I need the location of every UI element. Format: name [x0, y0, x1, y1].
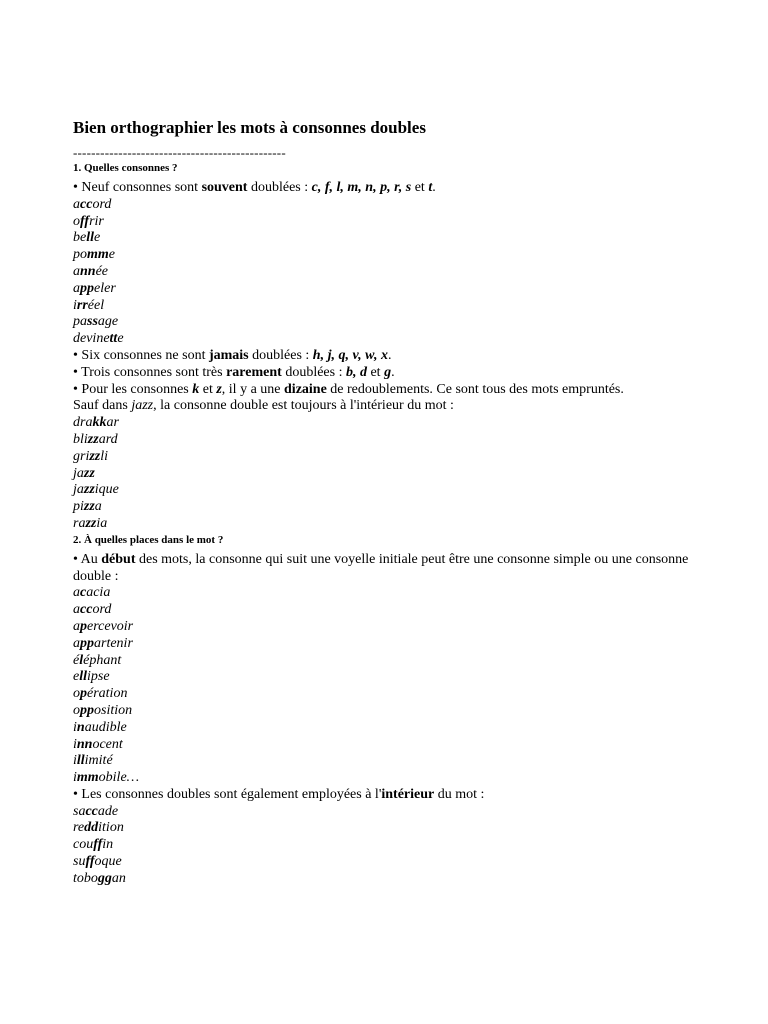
word-example: toboggan: [73, 870, 126, 886]
document-title: Bien orthographier les mots à consonnes doubles: [73, 118, 426, 137]
word-example: éléphant: [73, 652, 122, 668]
section-2-heading: 2. À quelles places dans le mot ?: [73, 533, 224, 546]
word-example: jazz: [73, 465, 95, 481]
word-example: drakkar: [73, 415, 119, 431]
word-example: jazzique: [73, 482, 119, 498]
word-example: pizza: [73, 499, 102, 515]
s2-paragraph-2: • Les consonnes doubles sont également employées à l'intérieur du mot :: [73, 786, 485, 802]
word-example: saccade: [73, 803, 119, 819]
s2-word-list-b: [73, 804, 713, 888]
word-example: opposition: [73, 702, 133, 718]
s2-word-list-a: [73, 585, 713, 787]
word-example: année: [73, 263, 109, 279]
word-example: razzia: [73, 515, 108, 531]
word-example: innocent: [73, 736, 123, 752]
s1-paragraph-5: Sauf dans jazz, la consonne double est toujours à l'intérieur du mot :: [73, 398, 454, 414]
word-example: belle: [73, 230, 101, 246]
document-body: [73, 117, 713, 888]
s1-word-list-b: [73, 415, 713, 533]
s1-paragraph-2: • Six consonnes ne sont jamais doublées : h, j, q, v, w, x.: [73, 347, 392, 363]
separator-line: -----------------------------------------------: [73, 145, 286, 160]
section-1-heading: 1. Quelles consonnes ?: [73, 162, 178, 174]
word-example: devinette: [73, 331, 124, 347]
word-example: reddition: [73, 820, 124, 836]
word-example: inaudible: [73, 719, 127, 735]
word-example: ellipse: [73, 669, 110, 685]
word-example: appeler: [73, 280, 116, 296]
s1-paragraph-3: • Trois consonnes sont très rarement doublées : b, d et g.: [73, 364, 395, 380]
word-example: couffin: [73, 837, 114, 853]
word-example: grizzli: [73, 448, 109, 464]
word-example: immobile…: [73, 770, 140, 786]
word-example: apercevoir: [73, 618, 134, 634]
word-example: suffoque: [73, 854, 122, 870]
word-example: blizzard: [73, 431, 118, 447]
word-example: accord: [73, 196, 112, 212]
word-example: offrir: [73, 213, 104, 229]
word-example: acacia: [73, 585, 111, 601]
s1-word-list-a: [73, 197, 713, 348]
word-example: passage: [73, 314, 119, 330]
word-example: illimité: [73, 753, 113, 769]
s1-paragraph-1: • Neuf consonnes sont souvent doublées : c, f, l, m, n, p, r, s et t.: [73, 180, 436, 195]
word-example: appartenir: [73, 635, 133, 651]
s1-paragraph-4: • Pour les consonnes k et z, il y a une dizaine de redoublements. Ce sont tous des mots empruntés.: [73, 381, 624, 397]
word-example: accord: [73, 602, 112, 618]
word-example: pomme: [73, 247, 115, 263]
s2-paragraph-1: • Au début des mots, la consonne qui suit une voyelle initiale peut être une consonne simple ou une consonne double :: [73, 551, 689, 584]
word-example: irréel: [73, 297, 105, 313]
word-example: opération: [73, 686, 128, 702]
